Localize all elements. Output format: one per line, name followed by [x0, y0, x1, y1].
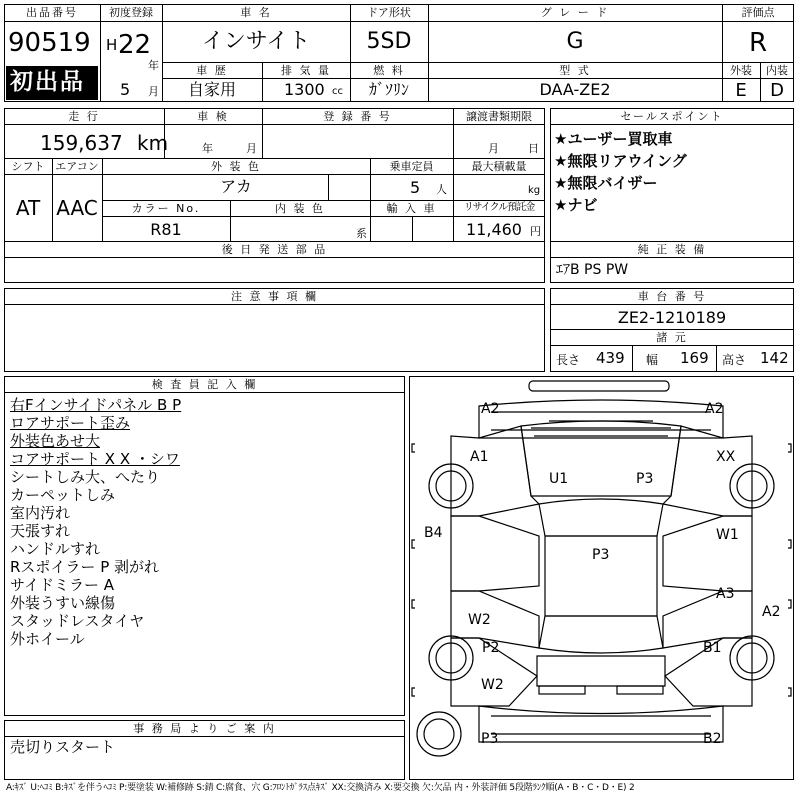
color-no: R81: [150, 220, 182, 239]
capacity-unit: 人: [436, 183, 447, 196]
first-listing-text: 初出品: [10, 69, 85, 95]
first-reg-label: 初度登録: [109, 6, 153, 19]
model: DAA-ZE2: [539, 80, 611, 99]
door-type: 5SD: [366, 29, 412, 54]
notes-label: 注 意 事 項 欄: [231, 290, 318, 303]
shift-label: シフト: [11, 160, 45, 173]
damage-rear-right: B2: [703, 731, 722, 747]
reg-month: 5: [120, 80, 131, 99]
inspector-note: ハンドルすれ: [10, 540, 101, 558]
reg-year: 22: [118, 30, 152, 60]
damage-rr-quarter: B1: [703, 640, 722, 656]
inspector-note: Rスポイラー P 剥がれ: [10, 558, 160, 576]
office-label: 事 務 局 よ り ご 案 内: [133, 722, 276, 735]
history: 自家用: [187, 80, 236, 99]
damage-hood-right: P3: [636, 471, 654, 487]
specs-label: 諸 元: [656, 331, 688, 344]
ac-label: エアコン: [55, 160, 99, 173]
height: 142: [760, 349, 789, 367]
inspector-label: 検 査 員 記 入 欄: [151, 378, 258, 391]
inspector-notes: [10, 396, 181, 648]
inspector-note: ロアサポート歪み: [10, 414, 131, 432]
load-unit: kg: [528, 185, 541, 196]
era-prefix: H: [106, 36, 118, 54]
grade: G: [566, 29, 584, 54]
reg-no-label: 登 録 番 号: [323, 110, 392, 123]
sales-item: ★ナビ: [554, 196, 598, 214]
inspection-month-unit: 月: [246, 142, 257, 155]
displacement-label: 排 気 量: [281, 64, 331, 77]
exterior-score: E: [735, 80, 747, 101]
inspector-note: 室内汚れ: [10, 504, 71, 522]
load-label: 最大積載量: [471, 160, 527, 173]
month-unit: 月: [148, 85, 159, 98]
transfer-month-unit: 月: [488, 142, 499, 155]
int-color-unit: 系: [356, 227, 367, 240]
inspection-label: 車 検: [197, 110, 229, 123]
ac: AAC: [56, 196, 98, 220]
recycle-fee: 11,460: [466, 220, 522, 239]
inspector-note: 右Fインサイドパネル B P: [10, 396, 182, 414]
score-label: 評価点: [741, 6, 775, 19]
displacement: 1300: [284, 80, 325, 99]
color-no-label: カラー No.: [131, 202, 201, 215]
damage-right-door: W1: [716, 527, 739, 543]
later-parts-label: 後 日 発 送 部 品: [221, 243, 328, 256]
int-color-label: 内 装 色: [275, 202, 325, 215]
sales-label: セールスポイント: [620, 110, 724, 123]
damage-left-door: B4: [424, 525, 443, 541]
length-label: 長さ: [556, 353, 581, 367]
ext-color: アカ: [220, 177, 252, 196]
displacement-unit: cc: [332, 86, 343, 97]
inspection-year-unit: 年: [202, 142, 213, 155]
equipment: ｴｱB PS PW: [556, 262, 629, 278]
inspector-note: カーペットしみ: [10, 486, 116, 504]
inspector-note: 天張すれ: [10, 522, 71, 540]
damage-rear-lower: W2: [481, 677, 504, 693]
capacity-label: 乗車定員: [389, 160, 434, 173]
sales-item: ★無限リアウイング: [554, 152, 687, 170]
import-label: 輸 入 車: [386, 202, 437, 215]
damage-front-left: A2: [481, 401, 500, 417]
equipment-label: 純 正 装 備: [637, 243, 707, 256]
model-label: 型 式: [559, 64, 591, 77]
inspector-note: 外装うすい線傷: [10, 594, 116, 612]
damage-left-lower: W2: [468, 612, 491, 628]
lot-label: 出品番号: [26, 6, 78, 19]
car-name-label: 車 名: [240, 6, 272, 19]
damage-right-quarter: A2: [762, 604, 781, 620]
length: 439: [596, 349, 625, 367]
damage-hood-left: U1: [549, 471, 569, 487]
history-label: 車 歴: [196, 64, 228, 77]
grade-label: グ レ ー ド: [540, 6, 610, 19]
ext-color-label: 外 装 色: [211, 160, 261, 173]
legend: A:ｷｽﾞ U:ﾍｺﾐ B:ｷｽﾞを伴うﾍｺﾐ P:要塗装 W:補修跡 S:錆 C:腐食、穴 G:ﾌﾛﾝﾄｶﾞﾗｽ点ｷｽﾞ XX:交換済み X:要交換 欠:欠品 内・外装評価 5段階ﾗﾝｸ順(A・B・C・D・E) 2: [6, 783, 635, 793]
inspector-note: 外装色あせ大: [10, 432, 101, 450]
damage-fl-fender: A1: [470, 449, 489, 465]
score: R: [748, 28, 768, 58]
recycle-unit: 円: [530, 225, 541, 238]
chassis-label: 車 台 番 号: [637, 290, 707, 303]
damage-right-rear-door: A3: [716, 586, 735, 602]
door-label: ドア形状: [367, 6, 411, 19]
recycle-label: リサイクル預託金: [463, 202, 535, 213]
transfer-day-unit: 日: [528, 142, 539, 155]
sales-item: ★ユーザー買取車: [554, 130, 673, 148]
damage-front-right: A2: [705, 401, 724, 417]
exterior-label: 外装: [730, 64, 752, 77]
damage-rl-quarter: P2: [482, 640, 500, 656]
sales-item: ★無限バイザー: [554, 174, 658, 192]
inspector-note: シートしみ大、へたり: [10, 468, 161, 486]
lot-number: 90519: [8, 28, 91, 58]
chassis-number: ZE2-1210189: [617, 308, 727, 327]
damage-fr-fender: XX: [716, 449, 736, 465]
fuel-label: 燃 料: [373, 64, 405, 77]
office-message: 売切りスタート: [10, 738, 116, 756]
mileage: 159,637: [40, 131, 123, 155]
year-unit: 年: [148, 59, 159, 72]
inspector-note: コアサポート X X ・シワ: [10, 450, 180, 468]
shift: AT: [15, 196, 41, 220]
damage-roof: P3: [592, 547, 610, 563]
fuel: ｶﾞｿﾘﾝ: [368, 80, 409, 99]
width: 169: [680, 349, 709, 367]
capacity: 5: [410, 178, 421, 197]
car-name: インサイト: [201, 29, 311, 54]
inspector-note: 外ホイール: [10, 630, 85, 648]
inspector-note: サイドミラー A: [10, 576, 114, 594]
car-body-diagram: [409, 376, 794, 780]
inspector-note: スタッドレスタイヤ: [10, 612, 145, 630]
mileage-unit: km: [137, 131, 169, 155]
width-label: 幅: [646, 353, 659, 367]
transfer-label: 譲渡書類期限: [466, 110, 532, 123]
height-label: 高さ: [722, 353, 747, 367]
mileage-label: 走 行: [68, 110, 100, 123]
interior-score: D: [770, 80, 784, 101]
interior-label: 内装: [766, 64, 788, 77]
damage-rear-left: P3: [481, 731, 499, 747]
